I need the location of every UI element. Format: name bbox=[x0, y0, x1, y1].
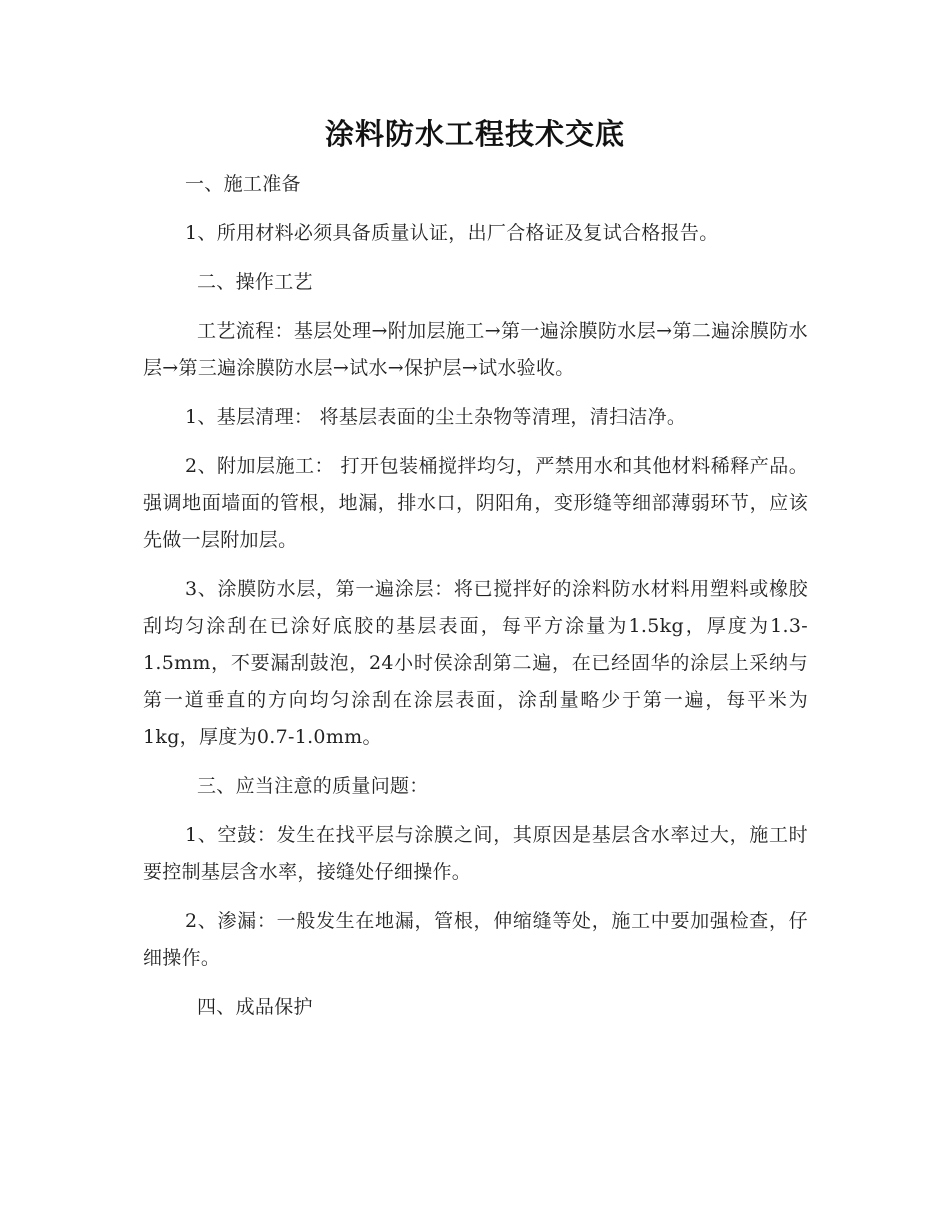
paragraph-leakage: 2、渗漏：一般发生在地漏，管根，伸缩缝等处，施工中要加强检查，仔细操作。 bbox=[143, 910, 808, 969]
section-heading-process: 二、操作工艺 bbox=[197, 271, 313, 293]
paragraph-workflow: 工艺流程：基层处理→附加层施工→第一遍涂膜防水层→第二遍涂膜防水层→第三遍涂膜防水层→试水→保护层→试水验收。 bbox=[143, 320, 808, 379]
section-heading-quality: 三、应当注意的质量问题： bbox=[197, 775, 429, 797]
paragraph-base-cleaning: 1、基层清理： 将基层表面的尘土杂物等清理，清扫洁净。 bbox=[185, 406, 687, 428]
paragraph-hollowing: 1、空鼓：发生在找平层与涂膜之间，其原因是基层含水率过大，施工时要控制基层含水率，接缝处仔细操作。 bbox=[143, 824, 808, 883]
paragraph-materials: 1、所用材料必须具备质量认证，出厂合格证及复试合格报告。 bbox=[185, 222, 719, 244]
paragraph-coating-layer: 3、涂膜防水层，第一遍涂层：将已搅拌好的涂料防水材料用塑料或橡胶刮均匀涂刮在已涂好底胶的基层表面，每平方涂量为1.5kg，厚度为1.3-1.5mm，不要漏刮鼓泡，24小时侯涂刮第二遍，在已经固华的涂层上采纳与第一道垂直的方向均匀涂刮在涂层表面，涂刮量略少于第一遍，每平米为1kg，厚度为0.7-1.0mm。 bbox=[143, 578, 808, 748]
document-body bbox=[143, 166, 808, 1038]
document-title: 涂料防水工程技术交底 bbox=[324, 117, 625, 151]
section-heading-preparation: 一、施工准备 bbox=[185, 173, 301, 195]
section-heading-protection: 四、成品保护 bbox=[197, 996, 313, 1018]
paragraph-additional-layer: 2、附加层施工： 打开包装桶搅拌均匀，严禁用水和其他材料稀释产品。强调地面墙面的管根，地漏，排水口，阴阳角，变形缝等细部薄弱环节，应该先做一层附加层。 bbox=[143, 455, 808, 551]
